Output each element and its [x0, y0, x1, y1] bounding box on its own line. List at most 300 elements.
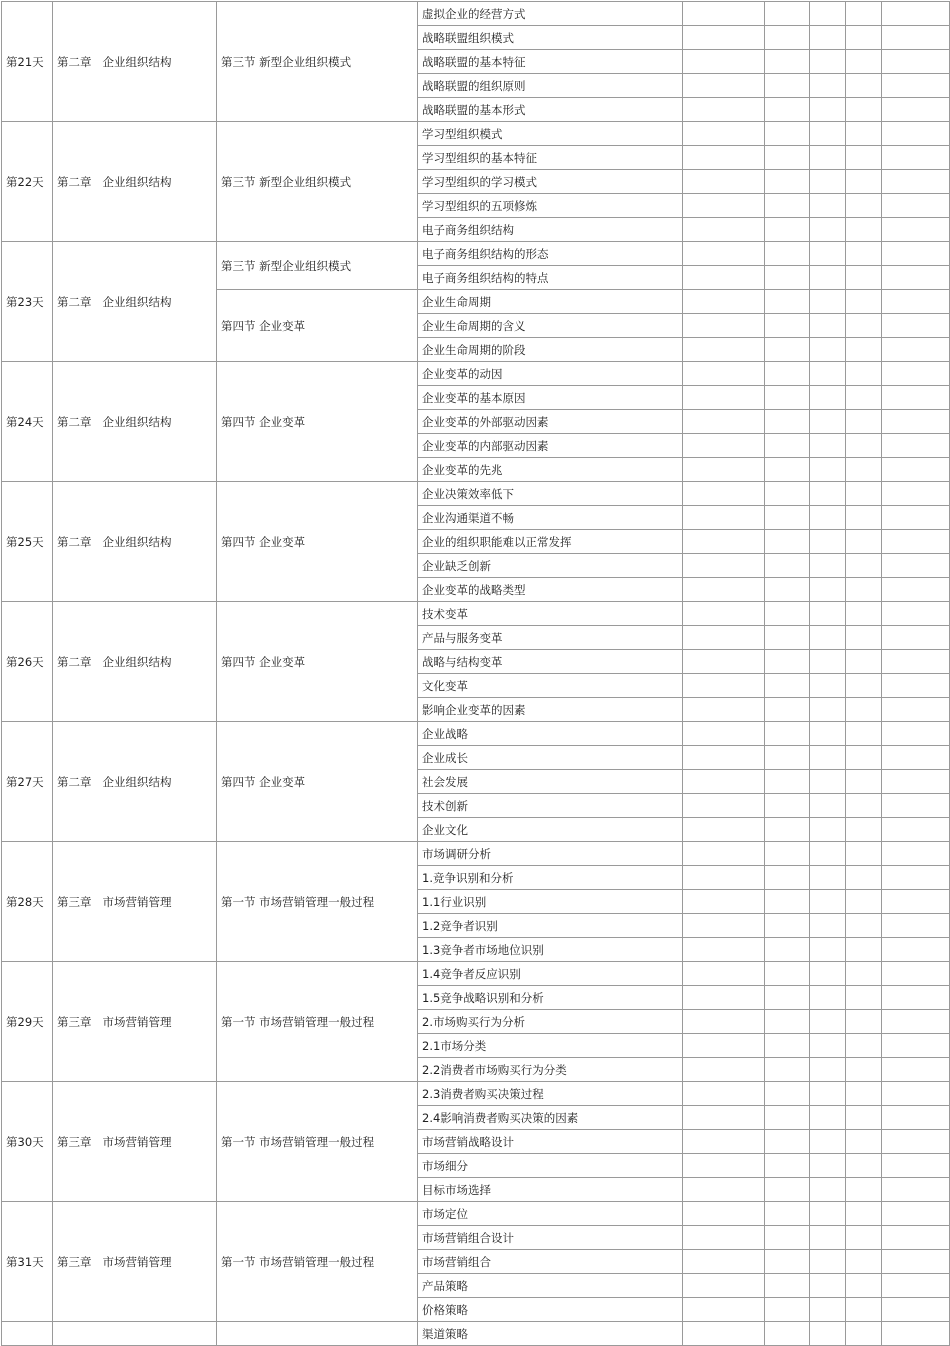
day-cell: 第26天 [2, 602, 53, 722]
topic-cell: 学习型组织的基本特征 [418, 146, 683, 170]
empty-cell [846, 770, 882, 794]
empty-cell [846, 650, 882, 674]
empty-cell [846, 338, 882, 362]
empty-cell [882, 410, 950, 434]
empty-cell [810, 506, 846, 530]
empty-cell [683, 1082, 765, 1106]
empty-cell [882, 98, 950, 122]
topic-cell: 市场营销组合 [418, 1250, 683, 1274]
topic-cell: 1.3竞争者市场地位识别 [418, 938, 683, 962]
empty-cell [765, 1082, 810, 1106]
empty-cell [810, 1202, 846, 1226]
empty-cell [810, 842, 846, 866]
empty-cell [810, 74, 846, 98]
empty-cell [683, 1106, 765, 1130]
empty-cell [683, 866, 765, 890]
empty-cell [846, 482, 882, 506]
empty-cell [846, 938, 882, 962]
empty-cell [765, 842, 810, 866]
topic-cell: 企业变革的外部驱动因素 [418, 410, 683, 434]
empty-cell [765, 890, 810, 914]
chapter-number: 第三章 [57, 894, 92, 909]
section-cell: 第三节 新型企业组织模式 [217, 2, 418, 122]
empty-cell [810, 314, 846, 338]
empty-cell [810, 1178, 846, 1202]
empty-cell [810, 1106, 846, 1130]
empty-cell [846, 26, 882, 50]
empty-cell [683, 578, 765, 602]
chapter-number: 第二章 [57, 54, 92, 69]
empty-cell [810, 1130, 846, 1154]
empty-cell [765, 434, 810, 458]
empty-cell [846, 578, 882, 602]
empty-cell [846, 1322, 882, 1346]
empty-cell [765, 1226, 810, 1250]
topic-cell: 市场细分 [418, 1154, 683, 1178]
empty-cell [765, 818, 810, 842]
empty-cell [765, 218, 810, 242]
topic-cell: 企业生命周期 [418, 290, 683, 314]
topic-cell: 技术创新 [418, 794, 683, 818]
empty-cell [882, 578, 950, 602]
empty-cell [846, 122, 882, 146]
empty-cell [810, 890, 846, 914]
empty-cell [683, 1130, 765, 1154]
empty-cell [683, 26, 765, 50]
empty-cell [683, 1250, 765, 1274]
section-cell: 第四节 企业变革 [217, 362, 418, 482]
empty-cell [882, 506, 950, 530]
empty-cell [846, 818, 882, 842]
empty-cell [683, 1154, 765, 1178]
study-schedule-table [1, 1, 950, 1346]
empty-cell [882, 2, 950, 26]
empty-cell [810, 194, 846, 218]
empty-cell [683, 2, 765, 26]
empty-cell [882, 194, 950, 218]
empty-cell [810, 458, 846, 482]
empty-cell [765, 98, 810, 122]
empty-cell [882, 842, 950, 866]
empty-cell [765, 1034, 810, 1058]
empty-cell [846, 146, 882, 170]
empty-cell [882, 1010, 950, 1034]
table-row [2, 362, 950, 386]
table-row [2, 482, 950, 506]
empty-cell [810, 1226, 846, 1250]
empty-cell [882, 242, 950, 266]
empty-cell [846, 1298, 882, 1322]
empty-cell [882, 794, 950, 818]
chapter-number: 第二章 [57, 654, 92, 669]
topic-cell: 渠道策略 [418, 1322, 683, 1346]
chapter-cell [53, 2, 217, 122]
empty-cell [846, 458, 882, 482]
day-cell: 第24天 [2, 362, 53, 482]
chapter-cell [53, 722, 217, 842]
empty-cell [846, 962, 882, 986]
empty-cell [765, 962, 810, 986]
topic-cell: 文化变革 [418, 674, 683, 698]
section-cell: 第一节 市场营销管理一般过程 [217, 842, 418, 962]
empty-cell [846, 1130, 882, 1154]
topic-cell: 企业变革的动因 [418, 362, 683, 386]
chapter-number: 第三章 [57, 1014, 92, 1029]
empty-cell [846, 602, 882, 626]
day-cell: 第30天 [2, 1082, 53, 1202]
empty-cell [765, 146, 810, 170]
empty-cell [846, 434, 882, 458]
empty-cell [683, 674, 765, 698]
empty-cell [683, 1058, 765, 1082]
empty-cell [846, 842, 882, 866]
empty-cell [810, 746, 846, 770]
topic-cell: 影响企业变革的因素 [418, 698, 683, 722]
topic-cell: 企业的组织职能难以正常发挥 [418, 530, 683, 554]
empty-cell [810, 218, 846, 242]
topic-cell: 企业变革的战略类型 [418, 578, 683, 602]
empty-cell [765, 986, 810, 1010]
empty-cell [765, 1154, 810, 1178]
empty-cell [810, 578, 846, 602]
section-cell: 第三节 新型企业组织模式 [217, 242, 418, 290]
empty-cell [846, 914, 882, 938]
topic-cell: 2.1市场分类 [418, 1034, 683, 1058]
empty-cell [882, 674, 950, 698]
empty-cell [683, 1322, 765, 1346]
topic-cell: 企业缺乏创新 [418, 554, 683, 578]
empty-cell [765, 1130, 810, 1154]
empty-cell [882, 1178, 950, 1202]
chapter-cell [53, 242, 217, 362]
chapter-cell [53, 1202, 217, 1322]
topic-cell: 市场定位 [418, 1202, 683, 1226]
empty-cell [846, 1202, 882, 1226]
empty-cell [810, 530, 846, 554]
empty-cell [810, 362, 846, 386]
table-row [2, 1082, 950, 1106]
empty-cell [765, 1010, 810, 1034]
section-cell: 第一节 市场营销管理一般过程 [217, 962, 418, 1082]
empty-cell [765, 74, 810, 98]
empty-cell [683, 122, 765, 146]
topic-cell: 企业文化 [418, 818, 683, 842]
day-cell [2, 1322, 53, 1346]
empty-cell [683, 98, 765, 122]
table-row [2, 1202, 950, 1226]
empty-cell [683, 50, 765, 74]
empty-cell [846, 1106, 882, 1130]
empty-cell [683, 986, 765, 1010]
topic-cell: 企业变革的基本原因 [418, 386, 683, 410]
section-cell: 第四节 企业变革 [217, 290, 418, 362]
empty-cell [683, 218, 765, 242]
empty-cell [846, 794, 882, 818]
empty-cell [846, 626, 882, 650]
section-cell: 第四节 企业变革 [217, 482, 418, 602]
empty-cell [846, 170, 882, 194]
empty-cell [846, 746, 882, 770]
empty-cell [882, 434, 950, 458]
empty-cell [683, 290, 765, 314]
empty-cell [810, 170, 846, 194]
topic-cell: 市场营销战略设计 [418, 1130, 683, 1154]
empty-cell [846, 1226, 882, 1250]
empty-cell [882, 554, 950, 578]
empty-cell [810, 674, 846, 698]
empty-cell [765, 242, 810, 266]
topic-cell: 战略联盟组织模式 [418, 26, 683, 50]
empty-cell [765, 1298, 810, 1322]
empty-cell [846, 218, 882, 242]
empty-cell [683, 194, 765, 218]
empty-cell [810, 1058, 846, 1082]
empty-cell [846, 722, 882, 746]
chapter-number: 第二章 [57, 534, 92, 549]
empty-cell [810, 338, 846, 362]
empty-cell [765, 578, 810, 602]
chapter-title: 市场营销管理 [102, 1254, 172, 1269]
empty-cell [683, 434, 765, 458]
empty-cell [810, 626, 846, 650]
empty-cell [810, 1010, 846, 1034]
day-cell: 第31天 [2, 1202, 53, 1322]
topic-cell: 学习型组织的学习模式 [418, 170, 683, 194]
empty-cell [846, 1058, 882, 1082]
chapter-title: 企业组织结构 [102, 54, 172, 69]
empty-cell [765, 530, 810, 554]
topic-cell: 企业决策效率低下 [418, 482, 683, 506]
empty-cell [765, 266, 810, 290]
empty-cell [882, 1154, 950, 1178]
empty-cell [882, 1034, 950, 1058]
day-cell: 第28天 [2, 842, 53, 962]
empty-cell [683, 746, 765, 770]
empty-cell [846, 1010, 882, 1034]
empty-cell [882, 122, 950, 146]
empty-cell [846, 506, 882, 530]
empty-cell [846, 986, 882, 1010]
empty-cell [882, 650, 950, 674]
chapter-number: 第三章 [57, 1254, 92, 1269]
topic-cell: 学习型组织模式 [418, 122, 683, 146]
empty-cell [765, 1250, 810, 1274]
empty-cell [765, 290, 810, 314]
empty-cell [765, 26, 810, 50]
topic-cell: 1.5竞争战略识别和分析 [418, 986, 683, 1010]
empty-cell [882, 1250, 950, 1274]
empty-cell [882, 602, 950, 626]
empty-cell [765, 698, 810, 722]
empty-cell [810, 434, 846, 458]
empty-cell [765, 554, 810, 578]
empty-cell [882, 698, 950, 722]
empty-cell [846, 1274, 882, 1298]
empty-cell [765, 170, 810, 194]
empty-cell [683, 482, 765, 506]
empty-cell [765, 866, 810, 890]
table-row [2, 722, 950, 746]
empty-cell [882, 1274, 950, 1298]
topic-cell: 1.竞争识别和分析 [418, 866, 683, 890]
empty-cell [846, 50, 882, 74]
empty-cell [810, 1034, 846, 1058]
empty-cell [810, 866, 846, 890]
topic-cell: 技术变革 [418, 602, 683, 626]
empty-cell [810, 602, 846, 626]
empty-cell [683, 626, 765, 650]
empty-cell [810, 122, 846, 146]
topic-cell: 2.市场购买行为分析 [418, 1010, 683, 1034]
empty-cell [882, 1082, 950, 1106]
empty-cell [765, 482, 810, 506]
chapter-cell [53, 842, 217, 962]
empty-cell [810, 1322, 846, 1346]
table-row [2, 2, 950, 26]
topic-cell: 企业成长 [418, 746, 683, 770]
empty-cell [882, 170, 950, 194]
empty-cell [882, 866, 950, 890]
empty-cell [810, 26, 846, 50]
empty-cell [846, 698, 882, 722]
empty-cell [765, 122, 810, 146]
empty-cell [765, 386, 810, 410]
empty-cell [765, 1202, 810, 1226]
empty-cell [765, 746, 810, 770]
section-cell: 第一节 市场营销管理一般过程 [217, 1082, 418, 1202]
topic-cell: 1.1行业识别 [418, 890, 683, 914]
empty-cell [683, 770, 765, 794]
empty-cell [882, 362, 950, 386]
chapter-number: 第二章 [57, 774, 92, 789]
topic-cell: 企业变革的内部驱动因素 [418, 434, 683, 458]
empty-cell [765, 626, 810, 650]
empty-cell [683, 890, 765, 914]
empty-cell [810, 986, 846, 1010]
empty-cell [810, 98, 846, 122]
topic-cell: 企业生命周期的阶段 [418, 338, 683, 362]
day-cell: 第22天 [2, 122, 53, 242]
chapter-title: 市场营销管理 [102, 1014, 172, 1029]
empty-cell [765, 1322, 810, 1346]
empty-cell [846, 866, 882, 890]
empty-cell [683, 1226, 765, 1250]
empty-cell [765, 50, 810, 74]
empty-cell [765, 338, 810, 362]
empty-cell [765, 194, 810, 218]
topic-cell: 虚拟企业的经营方式 [418, 2, 683, 26]
empty-cell [683, 530, 765, 554]
topic-cell: 目标市场选择 [418, 1178, 683, 1202]
empty-cell [882, 74, 950, 98]
topic-cell: 战略联盟的基本特征 [418, 50, 683, 74]
chapter-number: 第二章 [57, 294, 92, 309]
topic-cell: 产品策略 [418, 1274, 683, 1298]
chapter-title: 企业组织结构 [102, 294, 172, 309]
empty-cell [683, 602, 765, 626]
empty-cell [765, 602, 810, 626]
empty-cell [683, 1010, 765, 1034]
empty-cell [765, 458, 810, 482]
empty-cell [882, 722, 950, 746]
chapter-title: 企业组织结构 [102, 774, 172, 789]
empty-cell [846, 1082, 882, 1106]
empty-cell [810, 1154, 846, 1178]
empty-cell [882, 986, 950, 1010]
empty-cell [846, 386, 882, 410]
empty-cell [846, 1154, 882, 1178]
empty-cell [882, 146, 950, 170]
empty-cell [882, 530, 950, 554]
empty-cell [846, 890, 882, 914]
empty-cell [683, 170, 765, 194]
chapter-cell [53, 1082, 217, 1202]
topic-cell: 企业沟通渠道不畅 [418, 506, 683, 530]
empty-cell [882, 1058, 950, 1082]
topic-cell: 战略联盟的组织原则 [418, 74, 683, 98]
empty-cell [810, 1082, 846, 1106]
chapter-number: 第二章 [57, 414, 92, 429]
day-cell: 第27天 [2, 722, 53, 842]
topic-cell: 价格策略 [418, 1298, 683, 1322]
empty-cell [765, 506, 810, 530]
empty-cell [765, 794, 810, 818]
empty-cell [882, 26, 950, 50]
section-cell [217, 1322, 418, 1346]
topic-cell: 电子商务组织结构的特点 [418, 266, 683, 290]
empty-cell [882, 386, 950, 410]
empty-cell [882, 266, 950, 290]
empty-cell [765, 938, 810, 962]
empty-cell [846, 554, 882, 578]
chapter-cell [53, 122, 217, 242]
chapter-title: 企业组织结构 [102, 414, 172, 429]
empty-cell [882, 914, 950, 938]
empty-cell [810, 914, 846, 938]
topic-cell: 1.2竞争者识别 [418, 914, 683, 938]
empty-cell [882, 314, 950, 338]
empty-cell [810, 146, 846, 170]
empty-cell [882, 1130, 950, 1154]
empty-cell [683, 914, 765, 938]
empty-cell [683, 818, 765, 842]
table-row [2, 242, 950, 266]
empty-cell [882, 1298, 950, 1322]
topic-cell: 企业变革的先兆 [418, 458, 683, 482]
table-row [2, 842, 950, 866]
empty-cell [882, 770, 950, 794]
empty-cell [846, 74, 882, 98]
section-cell: 第一节 市场营销管理一般过程 [217, 1202, 418, 1322]
empty-cell [810, 2, 846, 26]
empty-cell [810, 290, 846, 314]
schedule-body [2, 2, 950, 1346]
empty-cell [882, 938, 950, 962]
empty-cell [810, 962, 846, 986]
empty-cell [882, 1106, 950, 1130]
empty-cell [846, 1034, 882, 1058]
empty-cell [810, 1298, 846, 1322]
empty-cell [810, 554, 846, 578]
empty-cell [882, 1202, 950, 1226]
empty-cell [765, 314, 810, 338]
empty-cell [810, 266, 846, 290]
empty-cell [765, 1178, 810, 1202]
topic-cell: 社会发展 [418, 770, 683, 794]
empty-cell [846, 674, 882, 698]
empty-cell [683, 1178, 765, 1202]
empty-cell [683, 794, 765, 818]
